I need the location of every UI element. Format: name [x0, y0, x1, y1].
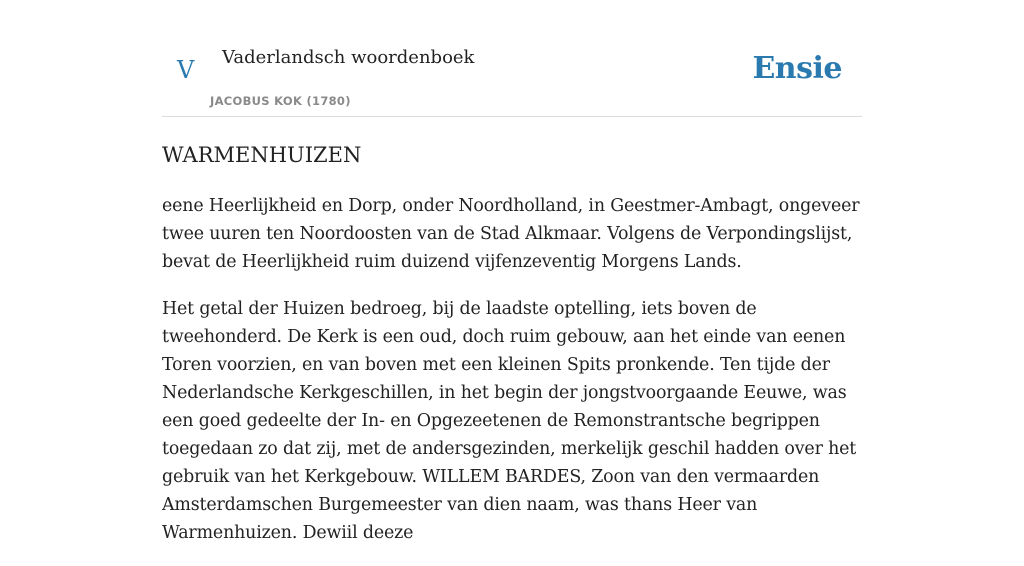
- site-header: [162, 0, 862, 117]
- author-label: JACOBUS KOK (1780): [210, 94, 351, 108]
- letter-index-link[interactable]: V: [177, 56, 195, 84]
- book-title-link[interactable]: Vaderlandsch woordenboek: [222, 47, 475, 68]
- entry-content: [162, 192, 862, 566]
- entry-title: WARMENHUIZEN: [162, 143, 362, 167]
- ensie-logo-link[interactable]: Ensie: [752, 51, 842, 86]
- entry-paragraph: eene Heerlijkheid en Dorp, onder Noordholland, in Geestmer-Ambagt, ongeveer twee uuren ten Noordoosten van de Stad Alkmaar. Volgens de Verpondingslijst, bevat de Heerlijkheid ruim duizend vijfenzeventig Morgens Lands.: [162, 196, 860, 272]
- entry-paragraph: Het getal der Huizen bedroeg, bij de laadste optelling, iets boven de tweehonderd. De Kerk is een oud, doch ruim gebouw, aan het einde van eenen Toren voorzien, en van boven met een kleinen Spits pronkende. Ten tijde der Nederlandsche Kerkgeschillen, in het begin der jongstvoorgaande Eeuwe, was een goed gedeelte der In- en Opgezeetenen de Remonstrantsche begrippen toegedaan zo dat zij, met de andersgezinden, merkelijk geschil hadden over het gebruik van het Kerkgebouw. WILLEM BARDES, Zoon van den vermaarden Amsterdamschen Burgemeester van dien naam, was thans Heer van Warmenhuizen. Dewiil deeze: [162, 299, 857, 543]
